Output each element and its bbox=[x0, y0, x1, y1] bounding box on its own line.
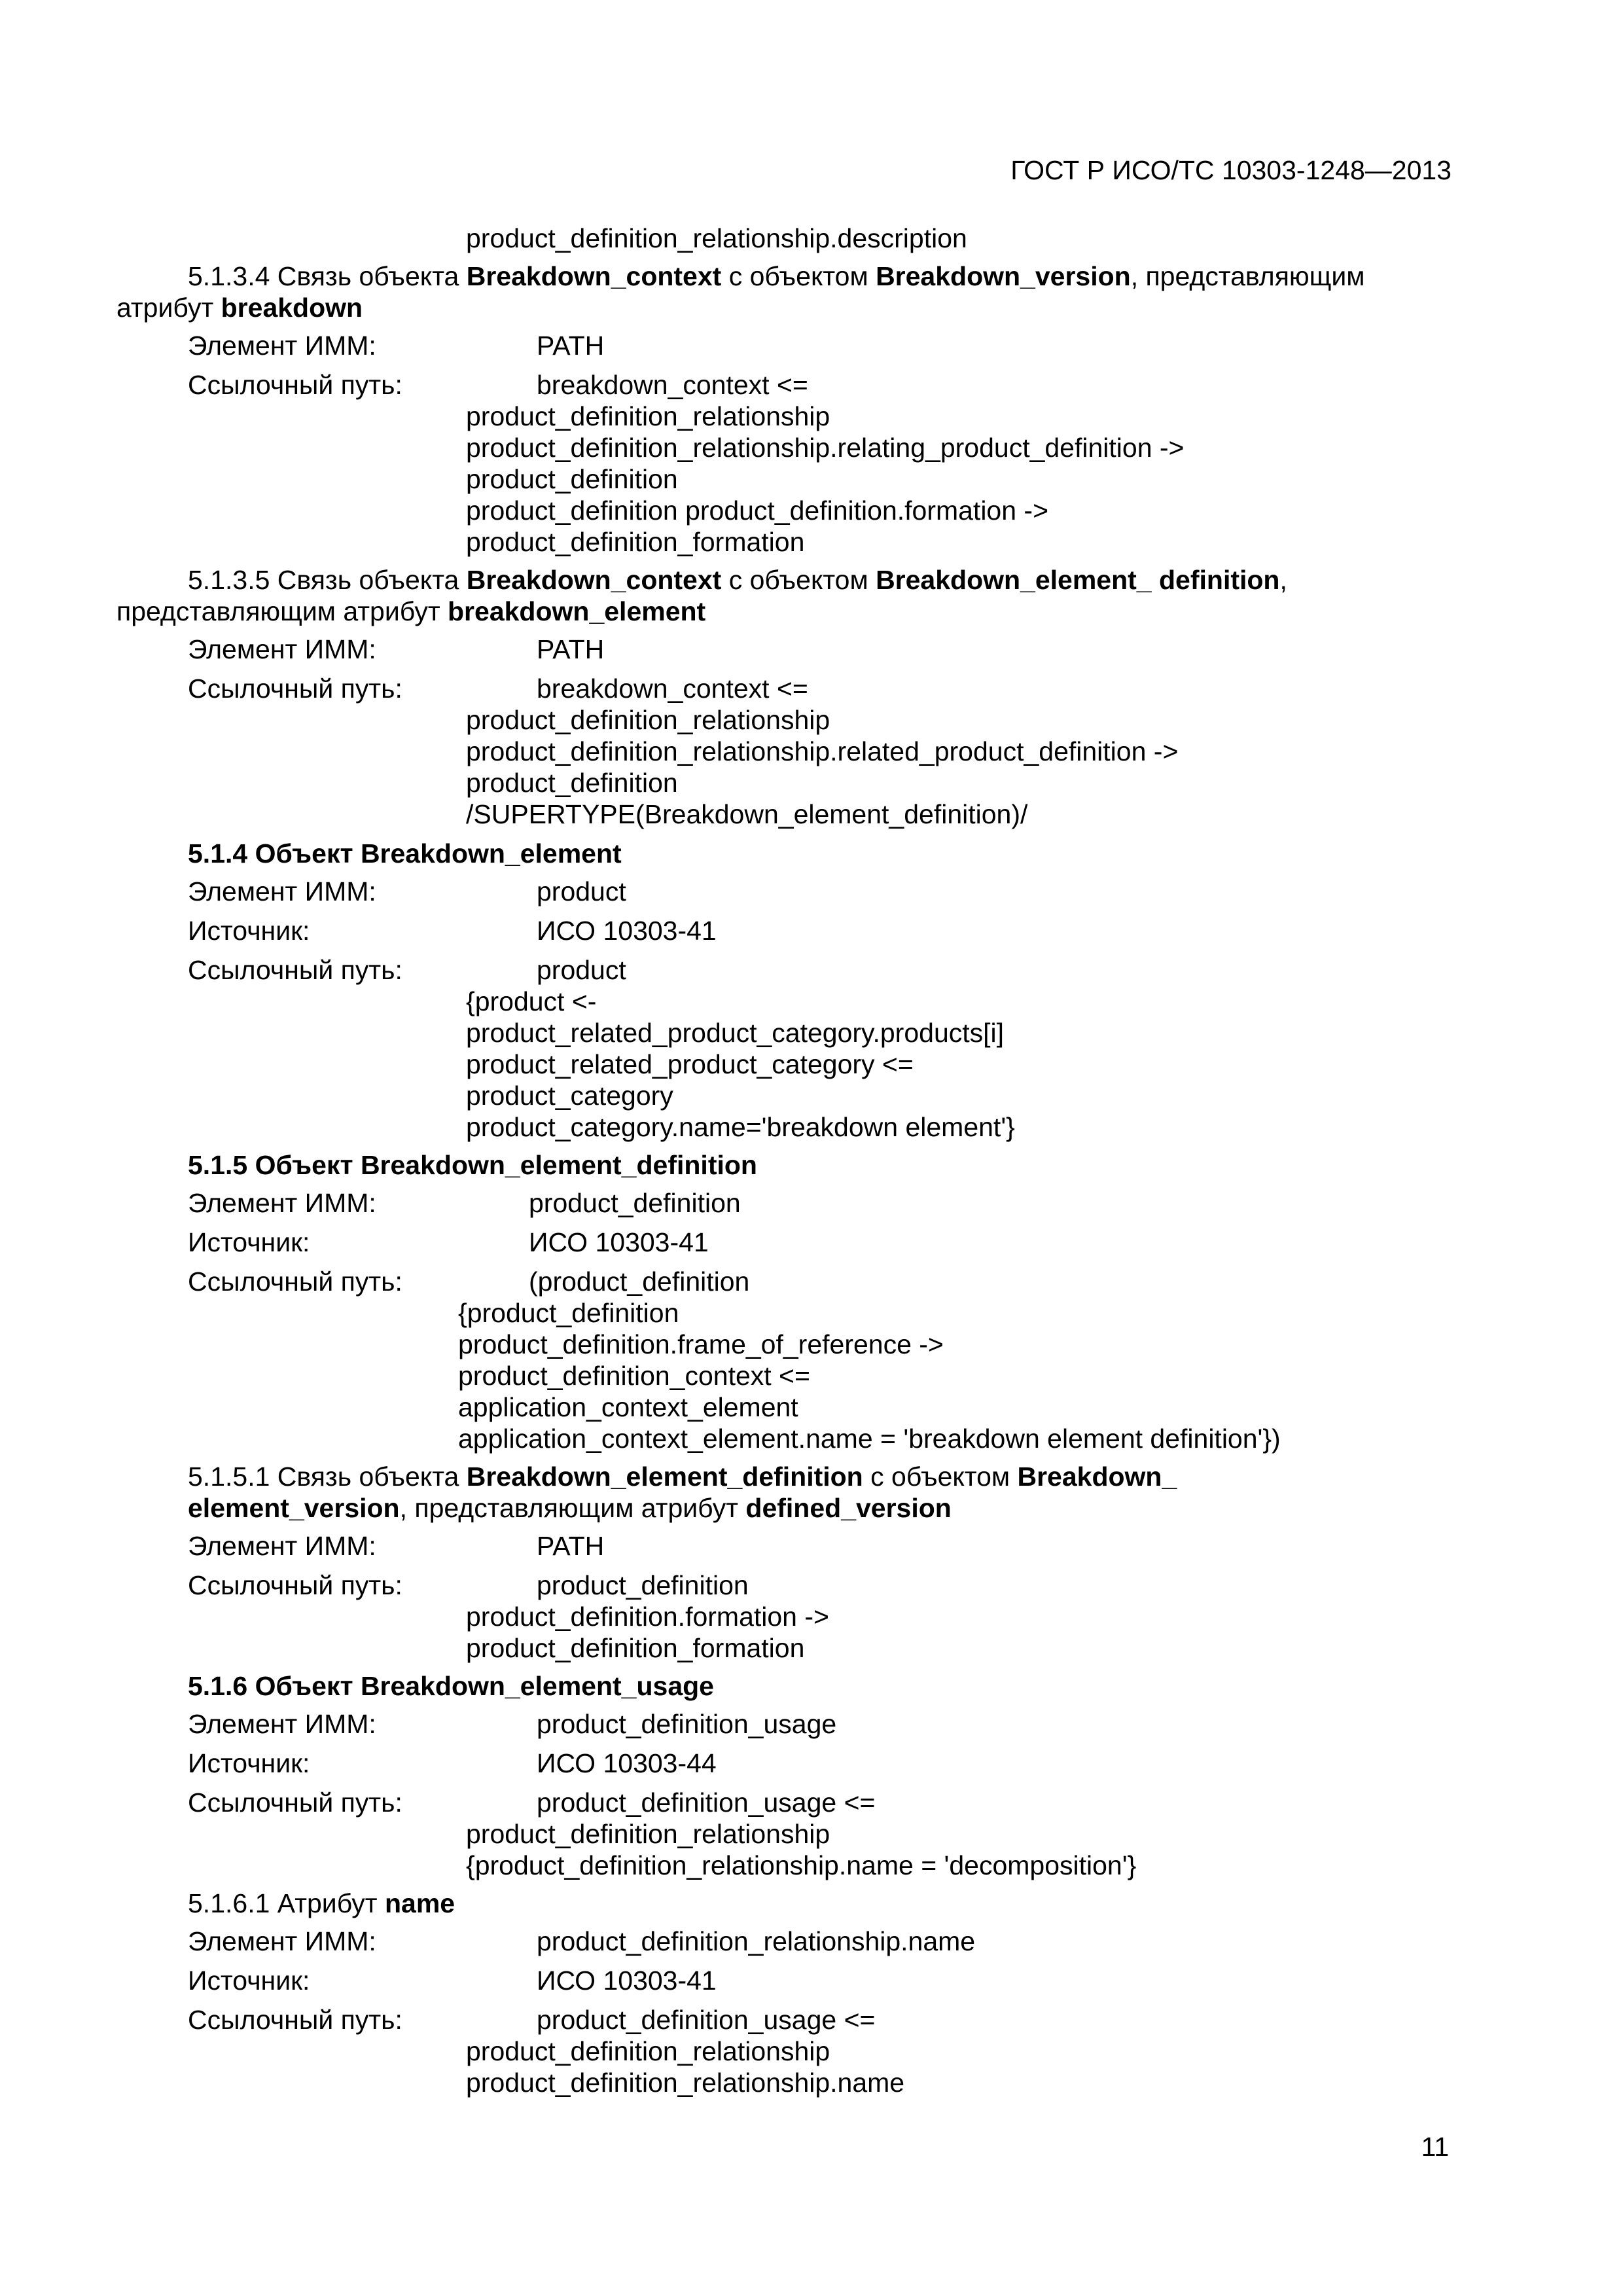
path-line: product_related_product_category <= bbox=[466, 1049, 914, 1079]
path-line: product_definition product_definition.formation -> bbox=[466, 495, 1049, 526]
ref-label: Ссылочный путь: bbox=[188, 1266, 402, 1297]
path-line: {product_definition_relationship.name = 'decomposition'} bbox=[466, 1850, 1137, 1880]
path-line: product_definition_relationship bbox=[466, 705, 830, 735]
path-line: product_category.name='breakdown element'} bbox=[466, 1112, 1015, 1142]
aim-value: product_definition_usage bbox=[537, 1709, 837, 1739]
source-value: ИСО 10303-44 bbox=[537, 1748, 717, 1778]
path-line: product_definition bbox=[466, 464, 678, 494]
source-label: Источник: bbox=[188, 916, 310, 946]
path-line: (product_definition bbox=[529, 1266, 750, 1297]
source-label: Источник: bbox=[188, 1748, 310, 1778]
path-line: product_definition_relationship bbox=[466, 401, 830, 431]
path-line: product_definition.formation -> bbox=[466, 1602, 829, 1632]
aim-value: product_definition_relationship.name bbox=[537, 1926, 976, 1956]
path-line: product_definition_usage <= bbox=[537, 1787, 876, 1818]
path-line: product_definition bbox=[466, 768, 678, 798]
path-line: product_definition_relationship.name bbox=[466, 2068, 905, 2098]
subsection-heading: 5.1.6.1 Атрибут name bbox=[188, 1888, 455, 1918]
ref-label: Ссылочный путь: bbox=[188, 1570, 402, 1600]
path-line: product_definition_relationship.description bbox=[466, 223, 967, 253]
path-line: product_definition_relationship.relating_product_definition -> bbox=[466, 433, 1185, 463]
path-line: product_related_product_category.products[i] bbox=[466, 1018, 1005, 1048]
aim-label: Элемент ИММ: bbox=[188, 634, 376, 664]
ref-label: Ссылочный путь: bbox=[188, 370, 402, 400]
subsection-heading-cont: представляющим атрибут breakdown_element bbox=[116, 596, 706, 626]
section-heading: 5.1.6 Объект Breakdown_element_usage bbox=[188, 1671, 714, 1701]
aim-value: product bbox=[537, 876, 626, 906]
ref-label: Ссылочный путь: bbox=[188, 673, 402, 704]
path-line: breakdown_context <= bbox=[537, 370, 808, 400]
source-value: ИСО 10303-41 bbox=[537, 916, 717, 946]
path-line: product_definition_relationship bbox=[466, 1819, 830, 1849]
aim-value: PATH bbox=[537, 634, 605, 664]
path-line: application_context_element.name = 'breakdown element definition'}) bbox=[458, 1424, 1281, 1454]
path-line: product_definition_context <= bbox=[458, 1361, 810, 1391]
subsection-heading: 5.1.5.1 Связь объекта Breakdown_element_definition с объектом Breakdown_ bbox=[188, 1462, 1177, 1492]
subsection-heading-cont: element_version, представляющим атрибут defined_version bbox=[188, 1493, 952, 1523]
path-line: product_definition_formation bbox=[466, 1633, 805, 1663]
aim-label: Элемент ИММ: bbox=[188, 1926, 376, 1956]
aim-label: Элемент ИММ: bbox=[188, 1709, 376, 1739]
path-line: breakdown_context <= bbox=[537, 673, 808, 704]
page-number: 11 bbox=[1421, 2132, 1449, 2162]
path-line: product_definition_relationship.related_product_definition -> bbox=[466, 736, 1179, 766]
ref-label: Ссылочный путь: bbox=[188, 1787, 402, 1818]
aim-label: Элемент ИММ: bbox=[188, 876, 376, 906]
path-line: product_definition.frame_of_reference -> bbox=[458, 1329, 944, 1359]
section-heading: 5.1.5 Объект Breakdown_element_definition bbox=[188, 1150, 757, 1180]
ref-label: Ссылочный путь: bbox=[188, 955, 402, 985]
page-header: ГОСТ Р ИСО/ТС 10303-1248—2013 bbox=[1010, 155, 1452, 185]
aim-label: Элемент ИММ: bbox=[188, 1188, 376, 1218]
ref-label: Ссылочный путь: bbox=[188, 2005, 402, 2035]
aim-value: PATH bbox=[537, 1531, 605, 1561]
path-line: product_definition bbox=[537, 1570, 749, 1600]
path-line: {product_definition bbox=[458, 1298, 679, 1328]
aim-label: Элемент ИММ: bbox=[188, 331, 376, 361]
source-label: Источник: bbox=[188, 1965, 310, 1996]
path-line: /SUPERTYPE(Breakdown_element_definition)/ bbox=[466, 799, 1028, 829]
path-line: product_category bbox=[466, 1081, 673, 1111]
subsection-heading-cont: атрибут breakdown bbox=[116, 293, 363, 323]
path-line: product_definition_relationship bbox=[466, 2036, 830, 2066]
path-line: product_definition_usage <= bbox=[537, 2005, 876, 2035]
subsection-heading: 5.1.3.4 Связь объекта Breakdown_context с объектом Breakdown_version, представляющим bbox=[188, 261, 1365, 291]
source-value: ИСО 10303-41 bbox=[529, 1227, 709, 1257]
aim-value: product_definition bbox=[529, 1188, 741, 1218]
aim-value: PATH bbox=[537, 331, 605, 361]
section-heading: 5.1.4 Объект Breakdown_element bbox=[188, 838, 622, 869]
path-line: product bbox=[537, 955, 626, 985]
source-label: Источник: bbox=[188, 1227, 310, 1257]
path-line: application_context_element bbox=[458, 1392, 798, 1422]
path-line: {product <- bbox=[466, 986, 597, 1016]
aim-label: Элемент ИММ: bbox=[188, 1531, 376, 1561]
subsection-heading: 5.1.3.5 Связь объекта Breakdown_context с объектом Breakdown_element_ definition, bbox=[188, 565, 1287, 595]
path-line: product_definition_formation bbox=[466, 527, 805, 557]
source-value: ИСО 10303-41 bbox=[537, 1965, 717, 1996]
